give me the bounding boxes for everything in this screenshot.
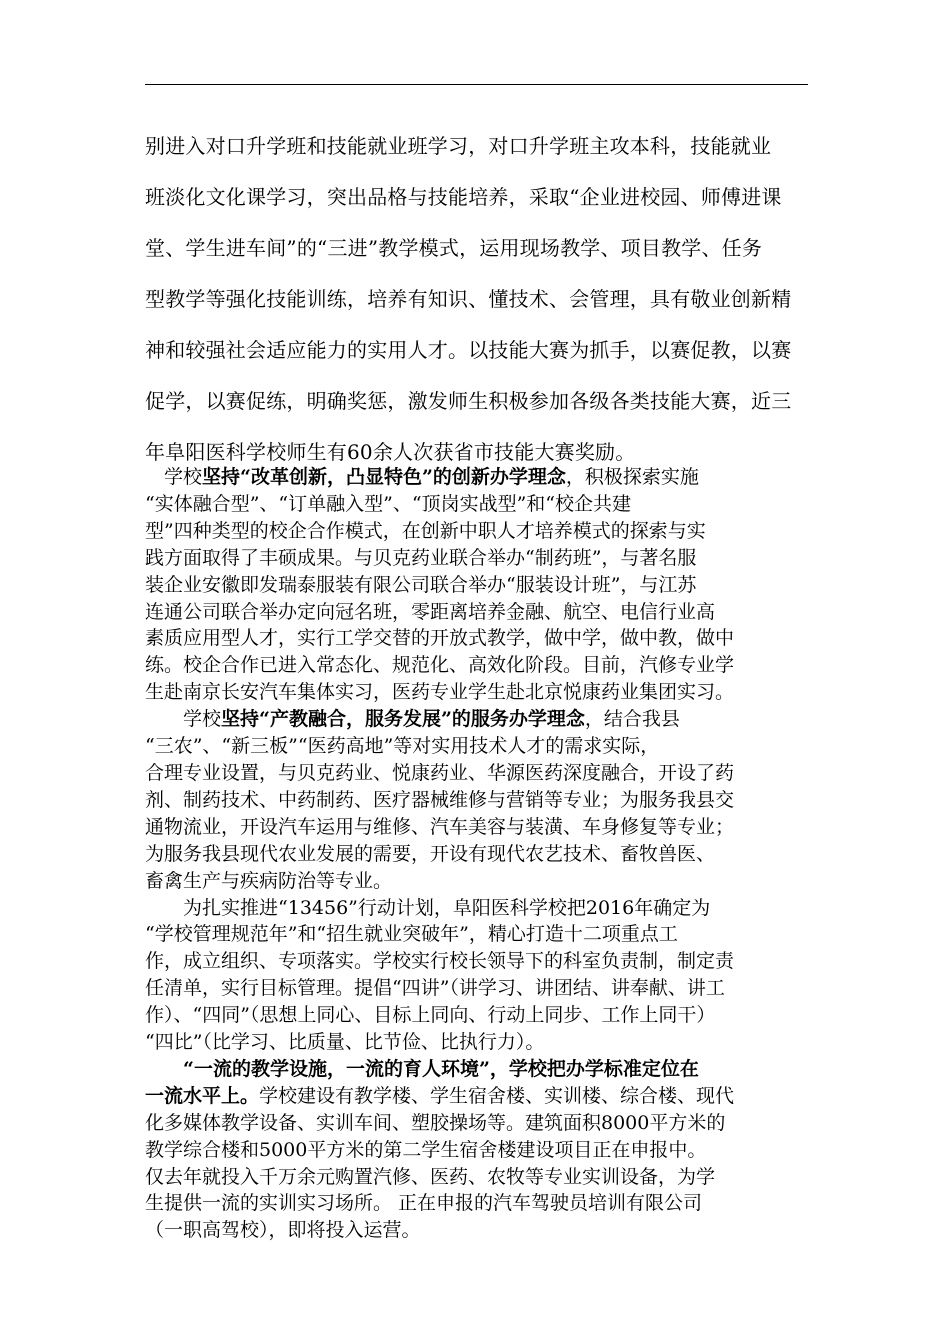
p3-lead: 为扎实推进“13456”行动计划，阜阳医科学校把2016年确定为: [183, 896, 711, 919]
intro-text-block: [145, 121, 835, 478]
p1-trail: ，积极探索实施: [565, 466, 699, 488]
body-line: 通物流业，开设汽车运用与维修、汽车美容与装潢、车身修复等专业；: [145, 815, 735, 838]
body-line: 剂、制药技术、中药制药、医疗器械维修与营销等专业；为服务我县交: [145, 788, 735, 811]
body-line: 仅去年就投入千万余元购置汽修、医药、农牧等专业实训设备，为学: [145, 1165, 716, 1188]
body-line: “三农”、“新三板”“医药高地”等对实用技术人才的需求实际，: [145, 735, 660, 758]
body-line: 装企业安徽即发瑞泰服装有限公司联合举办“服装设计班”，与江苏: [145, 573, 697, 596]
body-line: 型教学等强化技能训练，培养有知识、懂技术、会管理，具有敬业创新精: [145, 287, 792, 311]
body-line: （一职高驾校），即将投入运营。: [145, 1219, 421, 1242]
paragraph-3-first-line: [145, 895, 820, 922]
body-line: “四比”（比学习、比质量、比节俭、比执行力）。: [145, 1031, 545, 1054]
body-line: 型”四种类型的校企合作模式，在创新中职人才培养模式的探索与实: [145, 519, 706, 542]
body-line: 教学综合楼和5000平方米的第二学生宿舍楼建设项目正在申报中。: [145, 1138, 707, 1161]
paragraph-1-first-line: [145, 464, 820, 491]
body-line: 畜禽生产与疾病防治等专业。: [145, 869, 393, 892]
body-line: 合理专业设置，与贝克药业、悦康药业、华源医药深度融合，开设了药: [145, 761, 735, 784]
body-line: 年阜阳医科学校师生有60余人次获省市技能大赛奖励。: [145, 440, 636, 464]
p4-bold-heading: “一流的教学设施，一流的育人环境”，学校把办学标准定位在: [183, 1057, 699, 1080]
body-line: 素质应用型人才，实行工学交替的开放式教学，做中学，做中教，做中: [145, 627, 735, 650]
body-line: 作，成立组织、专项落实。学校实行校长领导下的科室负责制，制定责: [145, 950, 735, 973]
p2-lead: 学校: [183, 708, 222, 731]
body-line: 化多媒体教学设备、实训车间、塑胶操场等。建筑面积8000平方米的: [145, 1111, 726, 1134]
p4-trail: 学校建设有教学楼、学生宿舍楼、实训楼、综合楼、现代: [259, 1084, 735, 1107]
body-line: 作）、“四同”（思想上同心、目标上同向、行动上同步、工作上同干）: [145, 1004, 716, 1027]
body-line: 践方面取得了丰硕成果。与贝克药业联合举办“制药班”，与著名服: [145, 546, 697, 569]
p1-bold-heading: 坚持“改革创新，凸显特色”的创新办学理念: [202, 466, 566, 488]
body-line: 班淡化文化课学习，突出品格与技能培养，采取“企业进校园、师傅进课: [145, 185, 782, 209]
paragraph-4-first-line: [145, 1056, 820, 1083]
body-line: 促学，以赛促练，明确奖惩，激发师生积极参加各级各类技能大赛，近三: [145, 389, 792, 413]
p2-trail: ，结合我县: [584, 708, 680, 731]
body-line: 生提供一流的实训实习场所。 正在申报的汽车驾驶员培训有限公司: [145, 1192, 703, 1215]
paragraph-2-first-line: [145, 706, 820, 733]
body-line: 任清单，实行目标管理。提倡“四讲”（讲学习、讲团结、讲奉献、讲工: [145, 977, 725, 1000]
main-text-block: [145, 464, 820, 1244]
body-line: “实体融合型”、“订单融入型”、“顶岗实战型”和“校企共建: [145, 492, 631, 515]
paragraph-4-second-line: [145, 1083, 820, 1110]
p2-bold-heading: 坚持“产教融合，服务发展”的服务办学理念: [221, 708, 585, 731]
body-line: 为服务我县现代农业发展的需要，开设有现代农艺技术、畜牧兽医、: [145, 842, 716, 865]
body-line: 生赴南京长安汽车集体实习，医药专业学生赴北京悦康药业集团实习。: [145, 681, 735, 704]
body-line: 别进入对口升学班和技能就业班学习，对口升学班主攻本科，技能就业: [145, 134, 772, 158]
p1-lead: 学校: [164, 466, 203, 488]
header-rule: [145, 84, 808, 85]
p4-bold-heading-end: 一流水平上。: [145, 1084, 260, 1107]
body-line: 连通公司联合举办定向冠名班，零距离培养金融、航空、电信行业高: [145, 600, 716, 623]
body-line: 神和较强社会适应能力的实用人才。以技能大赛为抓手，以赛促教，以赛: [145, 338, 792, 362]
body-line: 练。校企合作已进入常态化、规范化、高效化阶段。目前，汽修专业学: [145, 654, 735, 677]
body-line: “学校管理规范年”和“招生就业突破年”，精心打造十二项重点工: [145, 923, 678, 946]
body-line: 堂、学生进车间”的“三进”教学模式，运用现场教学、项目教学、任务: [145, 236, 763, 260]
